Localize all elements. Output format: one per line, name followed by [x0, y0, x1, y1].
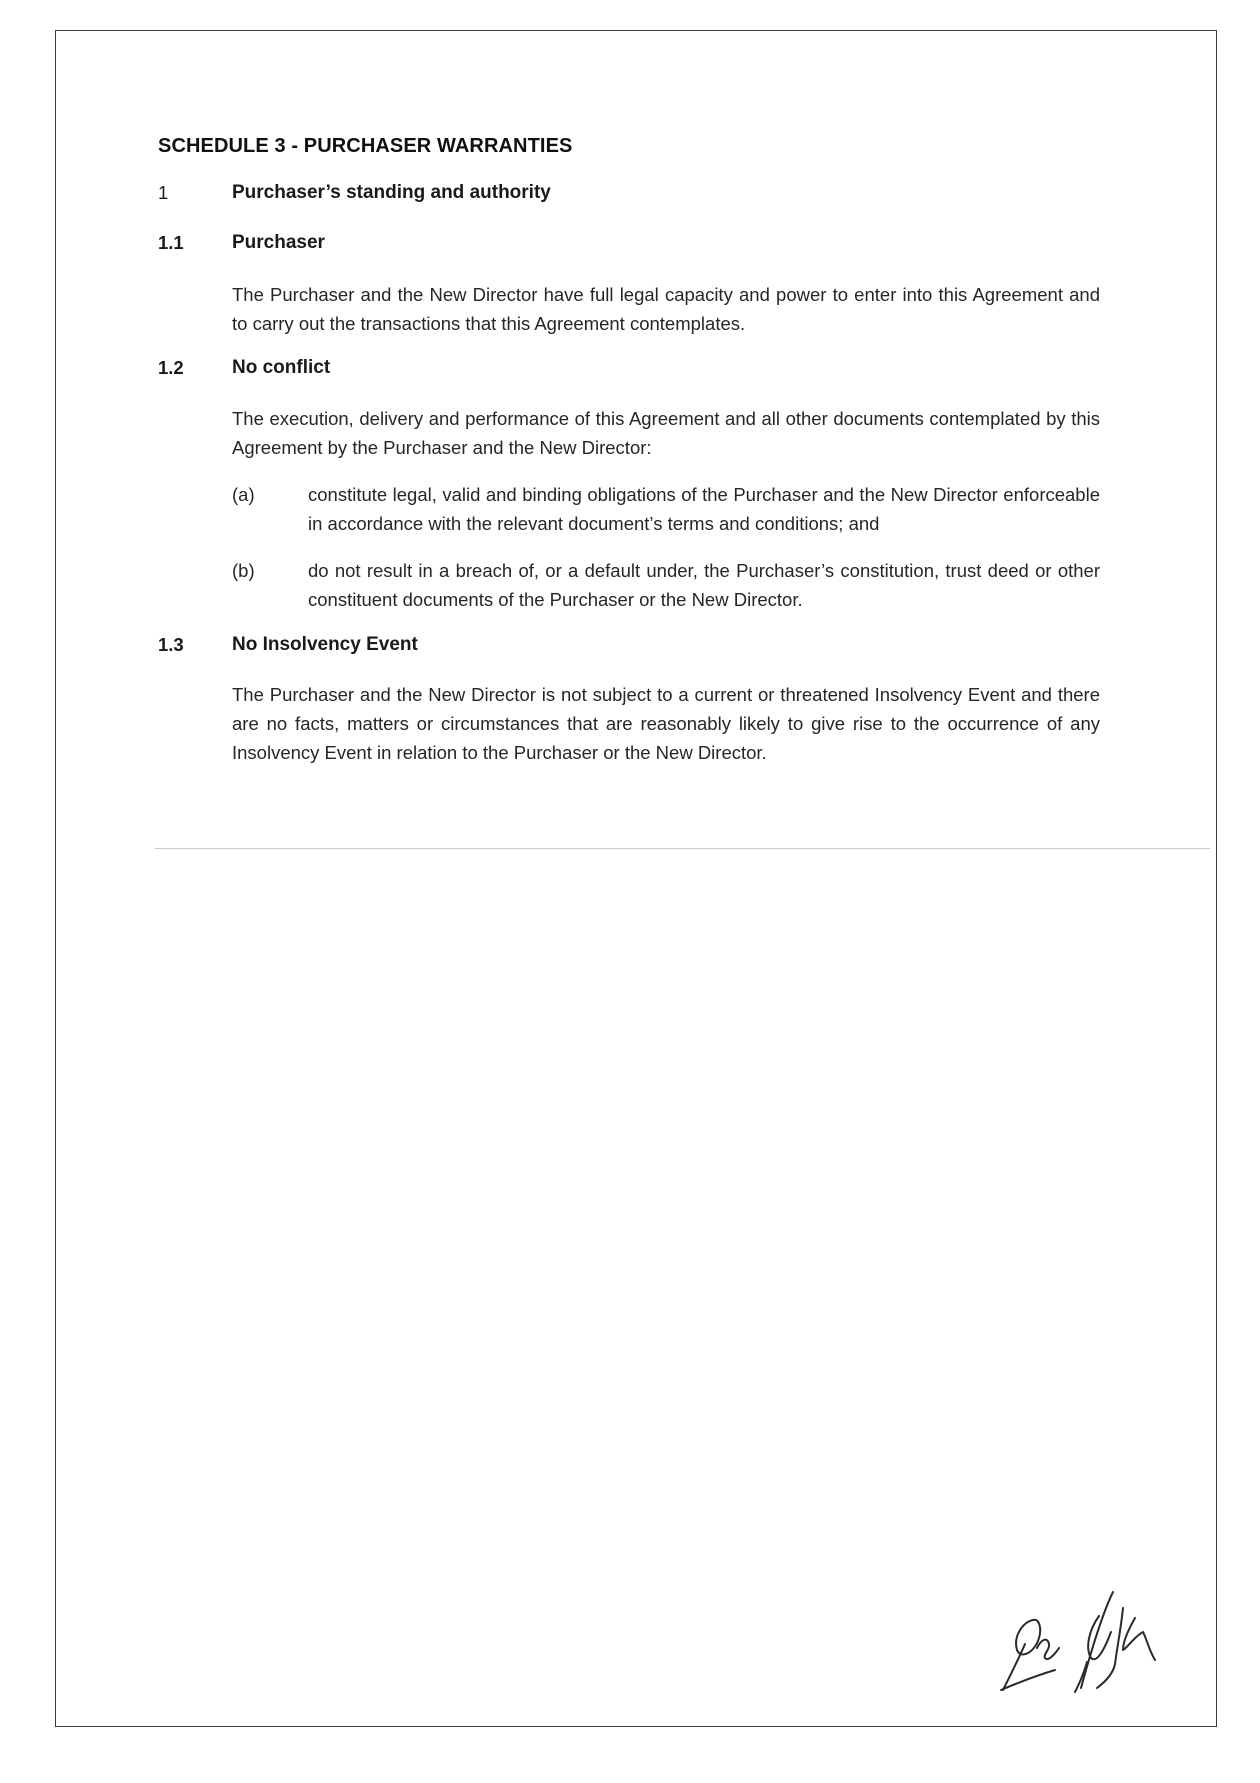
- schedule-title: SCHEDULE 3 - PURCHASER WARRANTIES: [158, 135, 573, 157]
- clause-1-2-body: The execution, delivery and performance of this Agreement and all other documents contemplated by this Agreement by the Purchaser and the New Director:: [232, 408, 1100, 458]
- clause-1-1-title: Purchaser: [232, 232, 325, 253]
- clause-1-2-item-a-label: (a): [232, 484, 255, 505]
- clause-1-3-title: No Insolvency Event: [232, 634, 418, 655]
- clause-1-3-number: 1.3: [158, 634, 184, 655]
- clause-1-3-body: The Purchaser and the New Director is not subject to a current or threatened Insolvency Event and there are no facts, matters or circumstances that are reasonably likely to give rise to the occurrence of any Insolvency Event in relation to the Purchaser or the New Director.: [232, 684, 1100, 763]
- clause-1-2-number: 1.2: [158, 357, 184, 378]
- clause-1-1-body: The Purchaser and the New Director have full legal capacity and power to enter into this Agreement and to carry out the transactions that this Agreement contemplates.: [232, 284, 1100, 334]
- clause-1-2-item-b-label: (b): [232, 560, 255, 581]
- clause-1-1-number: 1.1: [158, 232, 184, 253]
- section-1-number: 1: [158, 182, 169, 203]
- divider-line: [155, 848, 1210, 849]
- handwritten-initials-icon: [995, 1578, 1175, 1698]
- clause-1-2-item-b-text: do not result in a breach of, or a default under, the Purchaser’s constitution, trust deed or other constituent documents of the Purchaser or the New Director.: [308, 560, 1100, 610]
- clause-1-2-title: No conflict: [232, 357, 331, 378]
- clause-1-2-item-a-text: constitute legal, valid and binding obligations of the Purchaser and the New Director enforceable in accordance with the relevant document’s terms and conditions; and: [308, 484, 1100, 534]
- section-1-title: Purchaser’s standing and authority: [232, 182, 551, 203]
